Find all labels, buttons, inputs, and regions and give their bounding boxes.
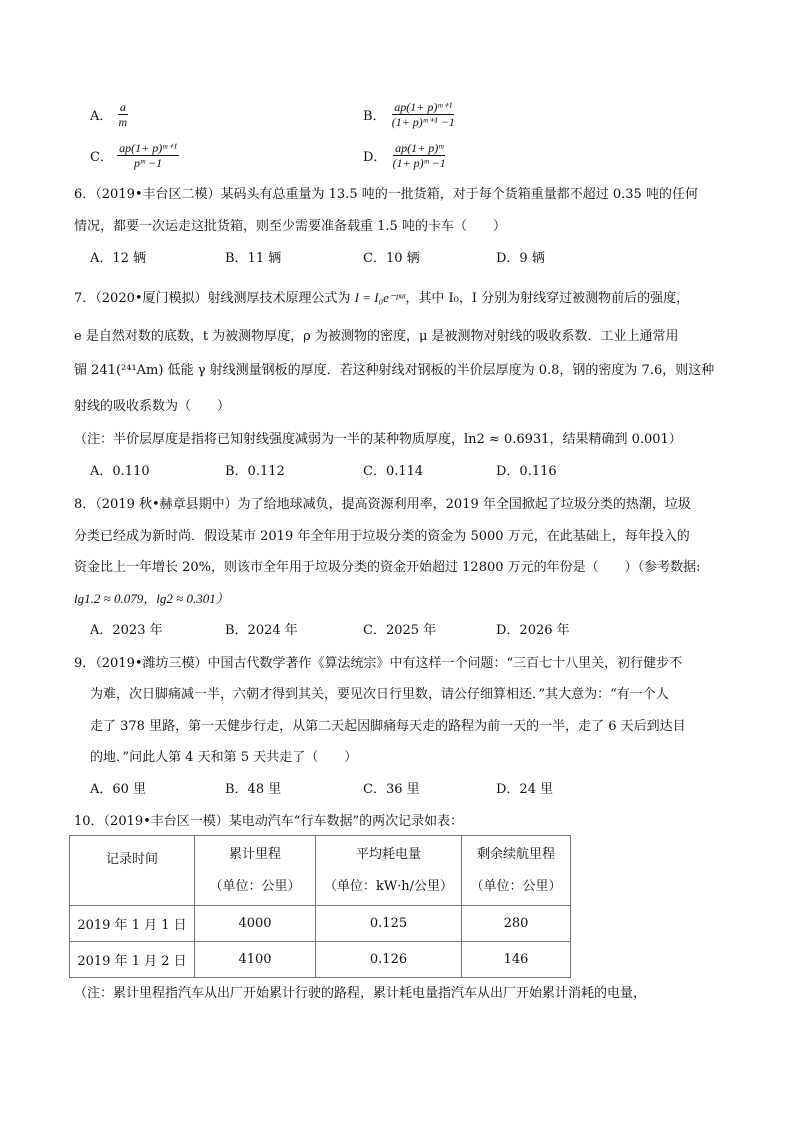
table-header-cell bbox=[462, 836, 571, 906]
numerator: ap(1+ p)ᵐ⁺¹ bbox=[394, 100, 453, 114]
q9-option-c: C．36 里 bbox=[363, 782, 420, 797]
q10-note: （注：累计里程指汽车从出厂开始累计行驶的路程，累计耗电量指汽车从出厂开始累计消耗的电量， bbox=[74, 986, 647, 1001]
q8-line-1: 8．（2019 秋•赫章县期中）为了给地球减负，提高资源利用率，2019 年全国掀起了垃圾分类的热潮，垃圾 bbox=[74, 497, 691, 512]
q7-line-1 bbox=[74, 291, 689, 305]
q5-option-c bbox=[90, 141, 179, 170]
q8-option-c: C．2025 年 bbox=[363, 623, 437, 638]
q6-option-b: B．11 辆 bbox=[225, 251, 282, 266]
option-label: D． bbox=[363, 150, 387, 165]
q7-line-4: 射线的吸收系数为（ ） bbox=[74, 399, 231, 414]
fraction bbox=[117, 141, 179, 170]
q9-line-2: 为难，次日脚痛减一半，六朝才得到其关，要见次日行里数，请公仔细算相还．”其大意为：“有一个人 bbox=[90, 687, 669, 702]
table-header-cell bbox=[70, 836, 195, 906]
table-header-row bbox=[70, 836, 571, 906]
q7-text: 7．（2020•厦门模拟）射线测厚技术原理公式为 bbox=[74, 291, 355, 306]
header-label: 剩余续航里程 bbox=[476, 846, 555, 862]
q7-option-c: C．0.114 bbox=[363, 464, 424, 479]
q7-note: （注：半价层厚度是指将已知射线强度减弱为一半的某种物质厚度，ln2 ≈ 0.6931，结果精确到 0.001） bbox=[74, 432, 682, 447]
denominator: (1+ p)ᵐ⁺¹ −1 bbox=[391, 115, 455, 129]
attenuation-formula: I = I₀e⁻ᵖᵘᵗ bbox=[354, 290, 406, 305]
table-cell: 0.126 bbox=[316, 942, 462, 978]
q9-option-a: A．60 里 bbox=[90, 782, 147, 797]
q6-option-c: C．10 辆 bbox=[363, 251, 420, 266]
q9-line-3: 走了 378 里路，第一天健步行走，从第二天起因脚痛每天走的路程为前一天的一半，走了 6 天后到达目 bbox=[90, 719, 686, 734]
q9-line-1: 9．（2019•潍坊三模）中国古代数学著作《算法统宗》中有这样一个问题：“三百七十八里关，初行健步不 bbox=[74, 656, 683, 671]
q5-option-a bbox=[90, 100, 129, 129]
table-cell: 4000 bbox=[195, 906, 316, 942]
denominator: pᵐ −1 bbox=[134, 156, 163, 170]
q7-option-b: B．0.112 bbox=[225, 464, 285, 479]
table-cell: 280 bbox=[462, 906, 571, 942]
table-row bbox=[70, 942, 571, 978]
q8-option-a: A．2023 年 bbox=[90, 623, 163, 638]
q6-option-a: A．12 辆 bbox=[90, 251, 147, 266]
numerator: a bbox=[119, 100, 126, 114]
q8-line-2: 分类已经成为新时尚．假设某市 2019 年全年用于垃圾分类的资金为 5000 万元，在此基础上，每年投入的 bbox=[74, 529, 690, 544]
q6-line-1: 6．（2019•丰台区二模）某码头有总重量为 13.5 吨的一批货箱，对于每个货箱重量都不超过 0.35 吨的任何 bbox=[74, 187, 698, 202]
q8-option-b: B．2024 年 bbox=[225, 623, 298, 638]
header-label: 记录时间 bbox=[105, 852, 158, 867]
q5-option-b bbox=[363, 100, 457, 129]
q9-option-d: D．24 里 bbox=[496, 782, 554, 797]
option-label: C． bbox=[90, 150, 113, 165]
q6-line-2: 情况，都要一次运走这批货箱，则至少需要准备载重 1.5 吨的卡车（ ） bbox=[74, 219, 506, 234]
q9-line-4: 的地．”问此人第 4 天和第 5 天共走了（ ） bbox=[90, 750, 358, 765]
q7-option-a: A．0.110 bbox=[90, 464, 150, 479]
fraction bbox=[117, 100, 130, 129]
fraction bbox=[390, 100, 457, 129]
table-cell: 4100 bbox=[195, 942, 316, 978]
header-label: 平均耗电量 bbox=[355, 846, 421, 862]
q7-line-2: e 是自然对数的底数，t 为被测物厚度，ρ 为被测物的密度，μ 是被测物对射线的吸收系数．工业上通常用 bbox=[74, 329, 679, 344]
header-label: 累计里程 bbox=[228, 846, 281, 862]
q5-option-d bbox=[363, 141, 448, 170]
q8-line-4: lg1.2 ≈ 0.079，lg2 ≈ 0.301） bbox=[74, 591, 229, 606]
q7-option-d: D．0.116 bbox=[496, 464, 557, 479]
option-label: A． bbox=[90, 109, 113, 124]
denominator: (1+ p)ᵐ −1 bbox=[392, 156, 446, 170]
q7-line-3: 镅 241(²⁴¹Am) 低能 γ 射线测量钢板的厚度．若这种射线对钢板的半价层厚度为 0.8，钢的密度为 7.6，则这种 bbox=[74, 363, 715, 378]
table-header-cell bbox=[195, 836, 316, 906]
q8-line-3: 资金比上一年增长 20%，则该市全年用于垃圾分类的资金开始超过 12800 万元的年份是（ ）（参考数据: bbox=[74, 560, 701, 575]
table-cell: 0.125 bbox=[316, 906, 462, 942]
table-cell: 146 bbox=[462, 942, 571, 978]
q6-option-d: D．9 辆 bbox=[496, 251, 545, 266]
numerator: ap(1+ p)ᵐ⁺¹ bbox=[119, 141, 178, 155]
table-cell: 2019 年 1 月 1 日 bbox=[70, 906, 195, 942]
denominator: m bbox=[118, 115, 128, 129]
q8-option-d: D．2026 年 bbox=[496, 623, 570, 638]
q10-line-1: 10．（2019•丰台区一模）某电动汽车“行车数据”的两次记录如表： bbox=[74, 814, 464, 829]
option-label: B． bbox=[363, 109, 386, 124]
header-unit: （单位：公里） bbox=[209, 878, 301, 894]
table-cell: 2019 年 1 月 2 日 bbox=[70, 942, 195, 978]
header-unit: （单位：公里） bbox=[470, 878, 562, 894]
table-header-cell bbox=[316, 836, 462, 906]
q7-text: ，其中 I₀，I 分别为射线穿过被测物前后的强度， bbox=[405, 291, 690, 306]
table-row bbox=[70, 906, 571, 942]
header-unit: （单位：kW·h/公里） bbox=[323, 878, 454, 894]
driving-data-table bbox=[69, 835, 571, 978]
numerator: ap(1+ p)ᵐ bbox=[395, 141, 444, 155]
q9-option-b: B．48 里 bbox=[225, 782, 282, 797]
fraction bbox=[391, 141, 448, 170]
